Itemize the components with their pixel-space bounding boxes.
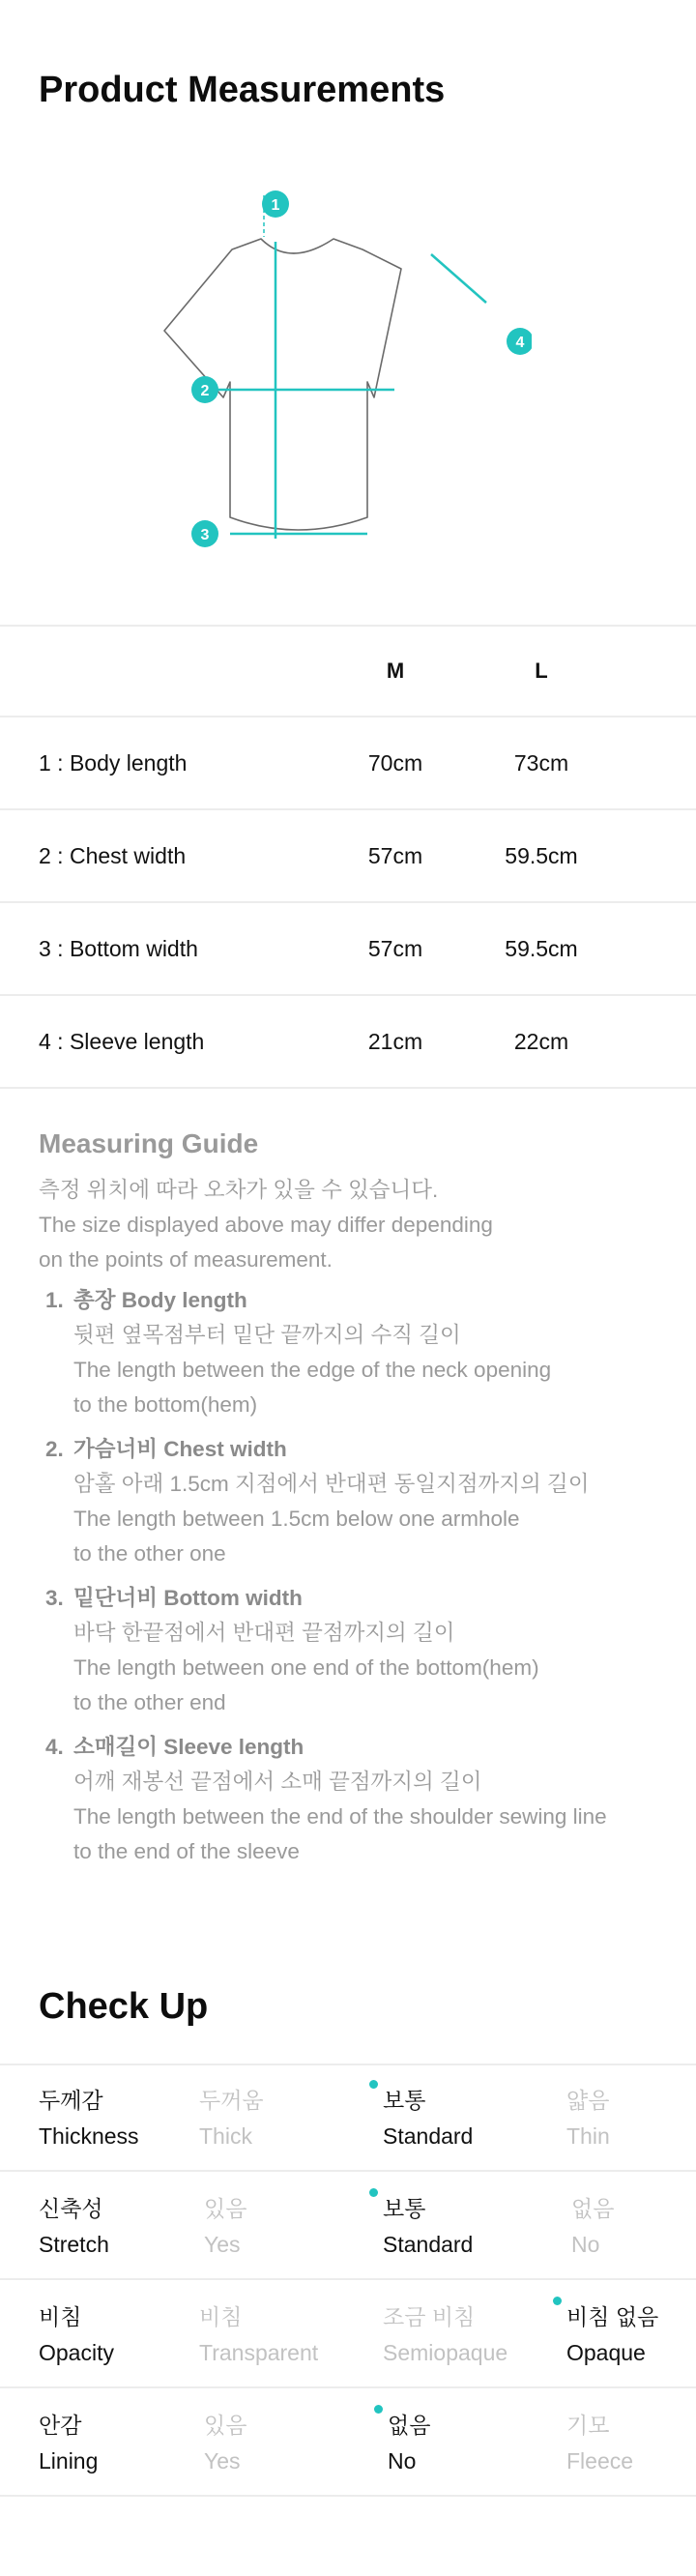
bottom-width-m: 57cm <box>367 936 423 961</box>
option-en: Standard <box>383 2123 474 2149</box>
guide-item-en: to the end of the sleeve <box>73 1839 300 1863</box>
body-length-l: 73cm <box>513 750 569 776</box>
tshirt-measurement-diagram <box>145 179 532 566</box>
guide-list <box>39 1283 667 1869</box>
sleeve-length-l: 22cm <box>513 1029 569 1054</box>
option-en: No <box>571 2232 600 2257</box>
option-en: Standard <box>383 2232 474 2257</box>
option-en: No <box>388 2448 417 2474</box>
guide-item-en: to the bottom(hem) <box>73 1392 258 1417</box>
svg-text:3: 3 <box>200 527 210 543</box>
checkup-option <box>199 2083 264 2154</box>
option-ko: 기모 <box>566 2413 610 2438</box>
checkup-label-ko: 신축성 <box>39 2196 103 2221</box>
option-ko: 있음 <box>204 2413 247 2438</box>
checkup-option <box>571 2191 614 2263</box>
guide-intro-ko: 측정 위치에 따라 오차가 있을 수 있습니다. <box>39 1178 439 1202</box>
option-ko: 얇음 <box>566 2088 610 2113</box>
option-en: Thick <box>199 2123 252 2149</box>
checkup-label-en: Lining <box>39 2448 99 2474</box>
option-ko: 있음 <box>204 2196 247 2221</box>
checkup-option <box>566 2408 633 2479</box>
checkup-title: Check Up <box>39 1986 209 2027</box>
checkup-row-lining <box>39 2408 98 2479</box>
checkup-row-thickness <box>39 2083 139 2154</box>
option-ko: 비침 없음 <box>566 2304 659 2329</box>
guide-intro-en-2: on the points of measurement. <box>39 1247 333 1272</box>
checkup-row-stretch <box>39 2191 109 2263</box>
checkup-option <box>204 2408 246 2479</box>
chest-width-l: 59.5cm <box>505 843 578 868</box>
option-en: Opaque <box>566 2340 646 2365</box>
guide-item-ko: 암홀 아래 1.5cm 지점에서 반대편 동일지점까지의 길이 <box>73 1472 590 1496</box>
guide-intro-en-1: The size displayed above may differ depending <box>39 1213 493 1237</box>
size-header-l: L <box>535 659 548 683</box>
checkup-label-ko: 두께감 <box>39 2088 103 2113</box>
option-en: Fleece <box>566 2448 634 2474</box>
checkup-label-ko: 비침 <box>39 2304 82 2329</box>
guide-item-title: 3. 밑단너비 Bottom width <box>73 1586 303 1610</box>
selected-dot-icon <box>369 2188 378 2197</box>
option-ko: 없음 <box>388 2413 431 2438</box>
sleeve-length-m: 21cm <box>367 1029 423 1054</box>
row-label-bottom-width: 3 : Bottom width <box>39 936 198 961</box>
checkup-row-opacity <box>39 2299 114 2371</box>
option-en: Yes <box>204 2448 241 2474</box>
option-en: Yes <box>204 2232 241 2257</box>
guide-item <box>70 1432 667 1571</box>
measurements-title: Product Measurements <box>39 70 446 110</box>
svg-text:4: 4 <box>515 335 525 351</box>
option-en: Thin <box>566 2123 610 2149</box>
bottom-width-l: 59.5cm <box>505 936 578 961</box>
chest-width-m: 57cm <box>367 843 423 868</box>
measuring-guide <box>39 1127 667 1879</box>
guide-title: Measuring Guide <box>39 1128 259 1158</box>
row-label-body-length: 1 : Body length <box>39 750 188 776</box>
guide-item-en: The length between the edge of the neck opening <box>73 1358 552 1382</box>
guide-item-title: 4. 소매길이 Sleeve length <box>73 1735 304 1759</box>
option-ko: 보통 <box>383 2088 426 2113</box>
size-header-m: M <box>386 659 405 683</box>
guide-item-title: 1. 총장 Body length <box>73 1288 247 1312</box>
guide-item-ko: 바닥 한끝점에서 반대편 끝점까지의 길이 <box>73 1621 455 1645</box>
svg-text:2: 2 <box>200 383 210 399</box>
checkup-label-en: Opacity <box>39 2340 114 2365</box>
guide-item-title: 2. 가슴너비 Chest width <box>73 1437 287 1461</box>
option-en: Transparent <box>199 2340 319 2365</box>
body-length-m: 70cm <box>367 750 423 776</box>
guide-item <box>70 1730 667 1869</box>
guide-item-en: The length between the end of the shoulder sewing line <box>73 1804 607 1829</box>
guide-item-en: The length between one end of the bottom(hem) <box>73 1655 539 1680</box>
checkup-label-en: Thickness <box>39 2123 139 2149</box>
selected-dot-icon <box>374 2405 383 2414</box>
row-label-sleeve-length: 4 : Sleeve length <box>39 1029 205 1054</box>
checkup-label-ko: 안감 <box>39 2413 82 2438</box>
guide-item-en: to the other end <box>73 1690 226 1714</box>
checkup-option <box>204 2191 246 2263</box>
guide-item <box>70 1283 667 1422</box>
checkup-option <box>383 2299 508 2371</box>
checkup-option-selected <box>388 2408 430 2479</box>
option-ko: 없음 <box>571 2196 615 2221</box>
option-en: Semiopaque <box>383 2340 508 2365</box>
option-ko: 보통 <box>383 2196 426 2221</box>
checkup-label-en: Stretch <box>39 2232 109 2257</box>
guide-item-en: to the other one <box>73 1541 226 1566</box>
checkup-option-selected <box>383 2191 473 2263</box>
row-label-chest-width: 2 : Chest width <box>39 843 187 868</box>
checkup-option <box>199 2299 318 2371</box>
svg-text:1: 1 <box>271 197 280 214</box>
checkup-option <box>566 2083 610 2154</box>
guide-item-en: The length between 1.5cm below one armhole <box>73 1507 520 1531</box>
sleeve-length-line <box>431 254 486 303</box>
checkup-option-selected <box>566 2299 658 2371</box>
selected-dot-icon <box>553 2297 562 2305</box>
guide-item <box>70 1581 667 1720</box>
guide-item-ko: 어깨 재봉선 끝점에서 소매 끝점까지의 길이 <box>73 1770 482 1794</box>
option-ko: 두꺼움 <box>199 2088 264 2113</box>
guide-item-ko: 뒷편 옆목점부터 밑단 끝까지의 수직 길이 <box>73 1323 461 1347</box>
selected-dot-icon <box>369 2080 378 2089</box>
checkup-option-selected <box>383 2083 473 2154</box>
option-ko: 조금 비침 <box>383 2304 476 2329</box>
option-ko: 비침 <box>199 2304 243 2329</box>
